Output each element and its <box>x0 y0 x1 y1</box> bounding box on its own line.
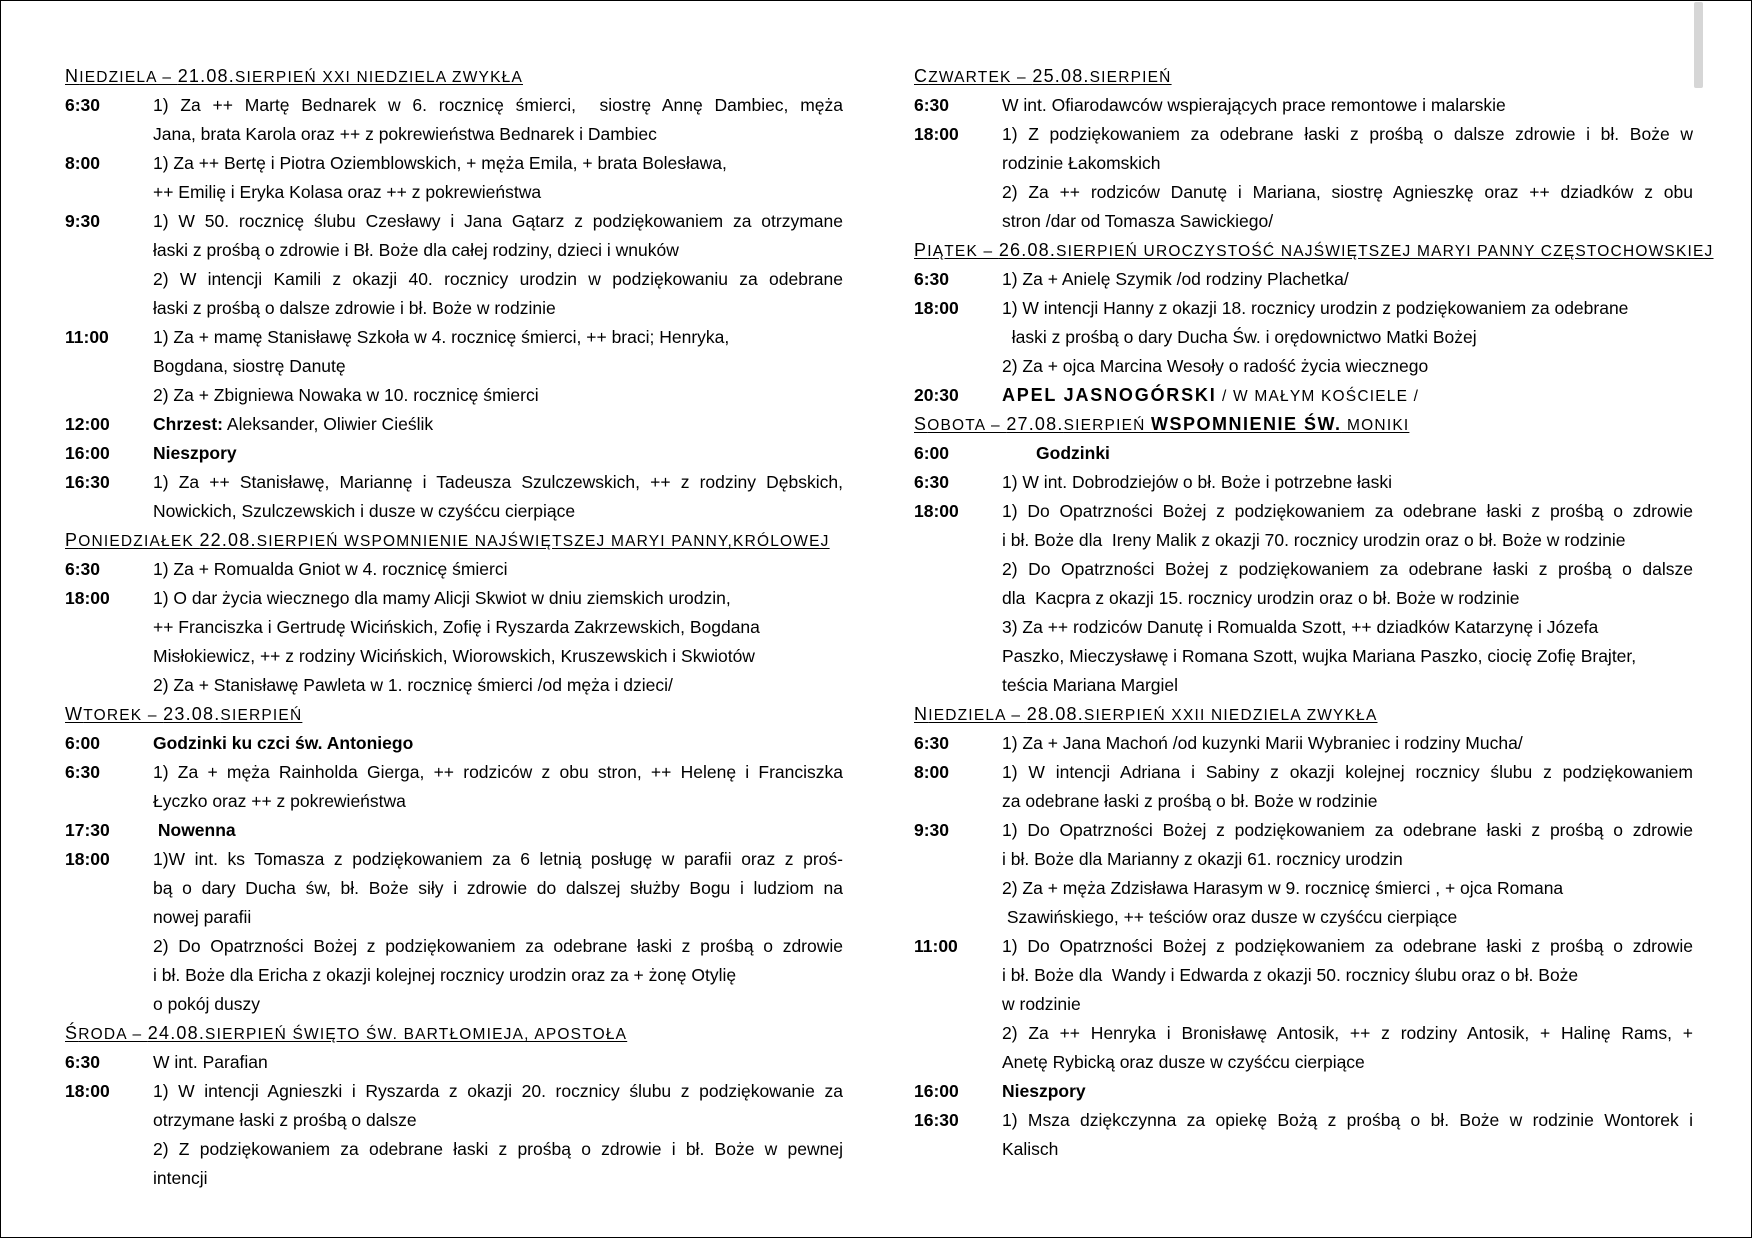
intention-line <box>1002 352 1693 381</box>
intention-line <box>153 207 843 236</box>
intention-line <box>1002 265 1693 294</box>
intention-text: stron /dar od Tomasza Sawickiego/ <box>1002 211 1274 231</box>
intention-text: 1) W int. Dobrodziejów o bł. Boże i potrzebne łaski <box>1002 472 1393 492</box>
intention-text: 1) Za ++ Bertę i Piotra Oziemblowskich, + męża Emila, + brata Bolesława, <box>153 153 727 173</box>
intention-line <box>1002 526 1693 555</box>
mass-entry <box>914 816 1693 932</box>
mass-time: 6:30 <box>65 559 101 579</box>
day-header-part: SIERPIEŃ UROCZYSTOŚĆ NAJŚWIĘTSZEJ MARYI PANNY CZĘSTOCHOWSKIEJ <box>1056 243 1714 260</box>
mass-entry <box>65 816 843 845</box>
mass-intentions <box>153 1048 843 1077</box>
mass-entry <box>914 120 1693 236</box>
day-header-part: SIERPIEŃ XXII NIEDZIELA ZWYKŁA <box>1083 707 1378 724</box>
day-header-part: 22.08. <box>199 530 257 550</box>
intention-text: 2) Za ++ Henryka i Bronisławę Antosik, ++ z rodziny Antosik, + Halinę Rams, + <box>1002 1023 1693 1043</box>
intention-text: 3) Za ++ rodziców Danutę i Romualda Szott, ++ dziadków Katarzynę i Józefa <box>1002 617 1599 637</box>
day-header-part: W <box>65 704 84 724</box>
intention-text: Kalisch <box>1002 1139 1059 1159</box>
day-header-part: SIERPIEŃ WSPOMNIENIE NAJŚWIĘTSZEJ MARYI PANNY,KRÓLOWEJ <box>256 533 830 550</box>
mass-entry <box>65 468 843 526</box>
intention-line <box>1002 787 1693 816</box>
day-header-part: SIERPIEŃ <box>220 707 303 724</box>
mass-intentions <box>1002 468 1693 497</box>
intention-label: Godzinki ku czci św. Antoniego <box>153 733 414 753</box>
mass-entry <box>914 1106 1693 1164</box>
mass-entry <box>65 1048 843 1077</box>
mass-intentions <box>153 584 843 700</box>
intention-text: 1) W 50. rocznicę ślubu Czesławy i Jana Gątarz z podziękowaniem za otrzymane <box>153 211 843 231</box>
day-header-part: P <box>65 530 79 550</box>
intention-line <box>153 410 843 439</box>
day-header-part: IEDZIELA – <box>79 69 178 86</box>
mass-entry <box>914 294 1693 381</box>
intention-text: 1) Do Opatrzności Bożej z podziękowaniem za odebrane łaski z prośbą o zdrowie <box>1002 936 1693 956</box>
intention-line <box>1002 990 1693 1019</box>
mass-entry <box>65 845 843 1019</box>
day-header-part: 26.08. <box>998 240 1057 260</box>
mass-time: 18:00 <box>914 298 959 318</box>
mass-entry <box>914 1077 1693 1106</box>
mass-intentions <box>153 323 843 410</box>
apel-title: APEL JASNOGÓRSKI <box>1002 385 1217 405</box>
intention-line <box>1002 816 1693 845</box>
mass-intentions <box>153 555 843 584</box>
intention-line <box>1002 91 1693 120</box>
intention-text: Łyczko oraz ++ z pokrewieństwa <box>153 791 406 811</box>
intention-line <box>1002 1048 1693 1077</box>
mass-time: 9:30 <box>65 211 101 231</box>
intention-text: nowej parafii <box>153 907 252 927</box>
mass-entry <box>914 91 1693 120</box>
intention-line <box>153 1106 843 1135</box>
intention-text: rodzinie Łakomskich <box>1002 153 1161 173</box>
intention-line <box>153 787 843 816</box>
intention-line <box>1002 207 1693 236</box>
day-header <box>914 236 1714 265</box>
intention-line <box>1002 468 1693 497</box>
mass-intentions <box>153 758 843 816</box>
intention-text: W int. Parafian <box>153 1052 268 1072</box>
intention-line <box>1002 439 1693 468</box>
intention-text: 1) Za + Anielę Szymik /od rodziny Plachetka/ <box>1002 269 1349 289</box>
intention-text: Paszko, Mieczysławę i Romana Szott, wujka Mariana Paszko, ciocię Zofię Brajter, <box>1002 646 1637 666</box>
mass-entry <box>65 1077 843 1193</box>
intention-text: 1) Za ++ Martę Bednarek w 6. rocznicę śmierci, siostrę Annę Dambiec, męża <box>153 95 843 115</box>
intention-line <box>153 381 843 410</box>
mass-time: 6:30 <box>914 269 950 289</box>
mass-time: 17:30 <box>65 820 110 840</box>
day-header-part: IEDZIELA – <box>928 707 1027 724</box>
intention-text: 2) W intencji Kamili z okazji 40. rocznicy urodzin w podziękowaniu za odebrane <box>153 269 843 289</box>
day-header <box>65 62 843 91</box>
intention-line <box>153 1164 843 1193</box>
intention-line <box>1002 120 1693 149</box>
intention-text: dla Kacpra z okazji 15. rocznicy urodzin oraz o bł. Boże w rodzinie <box>1002 588 1520 608</box>
intention-text: w rodzinie <box>1002 994 1081 1014</box>
intention-line <box>1002 874 1693 903</box>
intention-line <box>153 642 843 671</box>
intention-text: 2) Za + Zbigniewa Nowaka w 10. rocznicę śmierci <box>153 385 539 405</box>
mass-entry <box>65 758 843 816</box>
intention-text: bą o dary Ducha św, bł. Boże siły i zdrowie do dalszej służby Bogu i ludziom na <box>153 878 843 898</box>
intention-line <box>153 903 843 932</box>
intention-line <box>153 961 843 990</box>
mass-time: 16:00 <box>914 1081 959 1101</box>
mass-entry <box>65 323 843 410</box>
mass-time: 18:00 <box>65 849 110 869</box>
intention-text: teścia Mariana Margiel <box>1002 675 1179 695</box>
intention-line <box>153 497 843 526</box>
mass-entry <box>914 439 1693 468</box>
intention-text: łaski z prośbą o dalsze zdrowie i bł. Boże w rodzinie <box>153 298 556 318</box>
intention-line <box>1002 932 1693 961</box>
intention-line <box>153 932 843 961</box>
intention-line <box>153 671 843 700</box>
mass-intentions <box>1002 265 1693 294</box>
mass-intentions <box>153 149 843 207</box>
day-header <box>65 1019 843 1048</box>
intention-text: 1) Do Opatrzności Bożej z podziękowaniem za odebrane łaski z prośbą o zdrowie <box>1002 820 1693 840</box>
intention-text: łaski z prośbą o zdrowie i Bł. Boże dla całej rodziny, dzieci i wnuków <box>153 240 679 260</box>
intention-text: otrzymane łaski z prośbą o dalsze <box>153 1110 417 1130</box>
mass-entry <box>914 758 1693 816</box>
intention-text: 1) Za + mamę Stanisławę Szkoła w 4. rocznicę śmierci, ++ braci; Henryka, <box>153 327 730 347</box>
intention-line <box>1002 555 1693 584</box>
intention-line <box>1002 758 1693 787</box>
intention-text: o pokój duszy <box>153 994 261 1014</box>
intention-text: 2) Za + męża Zdzisława Harasym w 9. rocznicę śmierci , + ojca Romana <box>1002 878 1564 898</box>
intention-line <box>1002 671 1693 700</box>
intention-text: Jana, brata Karola oraz ++ z pokrewieństwa Bednarek i Dambiec <box>153 124 657 144</box>
mass-time: 6:00 <box>914 443 950 463</box>
day-header-part: 25.08. <box>1032 66 1090 86</box>
day-header-part: WSPOMNIENIE ŚW. <box>1151 414 1342 434</box>
mass-intentions <box>153 729 843 758</box>
intention-line <box>1002 497 1693 526</box>
day-header-part: 27.08. <box>1006 414 1064 434</box>
intention-line <box>153 1077 843 1106</box>
mass-intentions <box>1002 758 1693 816</box>
intention-text: 2) Do Opatrzności Bożej z podziękowaniem za odebrane łaski z prośbą o dalsze <box>1002 559 1693 579</box>
day-header <box>65 526 843 555</box>
intention-line <box>153 149 843 178</box>
intention-line <box>1002 178 1693 207</box>
mass-time: 6:30 <box>914 733 950 753</box>
intention-text: 1) W intencji Agnieszki i Ryszarda z okazji 20. rocznicy ślubu z podziękowanie za <box>153 1081 843 1101</box>
mass-entry <box>65 207 843 323</box>
mass-entry <box>65 584 843 700</box>
intention-text: 1) Do Opatrzności Bożej z podziękowaniem za odebrane łaski z prośbą o zdrowie <box>1002 501 1693 521</box>
intention-line <box>1002 903 1693 932</box>
intention-text: intencji <box>153 1168 208 1188</box>
mass-time: 18:00 <box>65 1081 110 1101</box>
day-header-part: 24.08. <box>147 1023 206 1043</box>
mass-intentions <box>1002 439 1693 468</box>
intention-line <box>153 352 843 381</box>
day-header-part: N <box>65 66 80 86</box>
mass-entry <box>914 932 1693 1077</box>
mass-intentions <box>1002 1077 1693 1106</box>
mass-time: 6:30 <box>65 95 101 115</box>
day-header-part: TOREK – <box>83 707 164 724</box>
intention-line <box>153 555 843 584</box>
day-header <box>914 62 1693 91</box>
apel-line <box>1002 381 1693 410</box>
mass-entry <box>65 729 843 758</box>
intention-line <box>153 1135 843 1164</box>
intention-line <box>153 91 843 120</box>
intention-text: 1) Za + męża Rainholda Gierga, ++ rodziców z obu stron, ++ Helenę i Franciszka <box>153 762 843 782</box>
mass-intentions <box>153 91 843 149</box>
mass-intentions <box>1002 729 1693 758</box>
intention-text: ++ Franciszka i Gertrudę Wicińskich, Zofię i Ryszarda Zakrzewskich, Bogdana <box>153 617 760 637</box>
day-header-part: ONIEDZIAŁEK <box>78 533 200 550</box>
intention-text: Anetę Rybicką oraz dusze w czyśćcu cierpiące <box>1002 1052 1365 1072</box>
mass-intentions <box>1002 1106 1693 1164</box>
mass-intentions <box>153 439 843 468</box>
intention-text: 1) W intencji Adriana i Sabiny z okazji kolejnej rocznicy ślubu z podziękowaniem <box>1002 762 1693 782</box>
mass-intentions <box>1002 294 1693 381</box>
intention-line <box>1002 584 1693 613</box>
intention-text: i bł. Boże dla Ericha z okazji kolejnej rocznicy urodzin oraz za + żonę Otylię <box>153 965 737 985</box>
intention-text: za odebrane łaski z prośbą o bł. Boże w rodzinie <box>1002 791 1378 811</box>
day-header-part: SIERPIEŃ ŚWIĘTO ŚW. BARTŁOMIEJA, APOSTOŁA <box>205 1026 628 1043</box>
day-header-part: OBOTA – <box>927 417 1007 434</box>
mass-entry <box>914 497 1693 700</box>
intention-line <box>1002 323 1693 352</box>
day-header <box>65 700 843 729</box>
intention-text: i bł. Boże dla Marianny z okazji 61. rocznicy urodzin <box>1002 849 1403 869</box>
mass-intentions <box>153 410 843 439</box>
intention-line <box>153 323 843 352</box>
intention-text: i bł. Boże dla Wandy i Edwarda z okazji 50. rocznicy ślubu oraz o bł. Boże <box>1002 965 1579 985</box>
mass-time: 18:00 <box>914 501 959 521</box>
intention-line <box>1002 845 1693 874</box>
mass-intentions <box>153 845 843 1019</box>
mass-time: 6:30 <box>65 762 101 782</box>
intention-line <box>1002 1106 1693 1135</box>
intention-line <box>153 439 843 468</box>
intention-text: łaski z prośbą o dary Ducha Św. i orędownictwo Matki Bożej <box>1002 327 1477 347</box>
mass-time: 9:30 <box>914 820 950 840</box>
day-header-part: N <box>914 704 929 724</box>
intention-line <box>1002 149 1693 178</box>
left-column <box>65 62 843 1193</box>
intention-text: Misłokiewicz, ++ z rodziny Wicińskich, Wiorowskich, Kruszewskich i Skwiotów <box>153 646 755 666</box>
intention-text: 1) Msza dziękczynna za opiekę Bożą z prośbą o bł. Boże w rodzinie Wontorek i <box>1002 1110 1693 1130</box>
intention-text: 1) Z podziękowaniem za odebrane łaski z prośbą o dalsze zdrowie i bł. Boże w <box>1002 124 1693 144</box>
mass-time: 16:30 <box>65 472 110 492</box>
mass-intentions <box>1002 91 1693 120</box>
mass-intentions <box>153 468 843 526</box>
intention-line <box>153 613 843 642</box>
mass-time: 6:00 <box>65 733 101 753</box>
intention-text: 1)W int. ks Tomasza z podziękowaniem za 6 letnią posługę w parafii oraz z proś- <box>153 849 843 869</box>
intention-text: 1) W intencji Hanny z okazji 18. rocznicy urodzin z podziękowaniem za odebrane <box>1002 298 1629 318</box>
intention-line <box>1002 729 1693 758</box>
intention-text: 2) Za + Stanisławę Pawleta w 1. rocznicę śmierci /od męża i dzieci/ <box>153 675 673 695</box>
day-header-part: SIERPIEŃ <box>1063 417 1152 434</box>
intention-line <box>1002 961 1693 990</box>
intention-line <box>1002 1135 1693 1164</box>
day-header-part: SIERPIEŃ <box>1089 69 1172 86</box>
intention-text: Aleksander, Oliwier Cieślik <box>223 414 434 434</box>
right-column <box>914 62 1714 1164</box>
intention-line <box>153 990 843 1019</box>
mass-time: 16:00 <box>65 443 110 463</box>
mass-time: 16:30 <box>914 1110 959 1130</box>
day-header-part: MONIKI <box>1341 417 1410 434</box>
mass-entry <box>914 265 1693 294</box>
intention-line <box>1002 1077 1693 1106</box>
intention-line <box>153 468 843 497</box>
intention-text: 1) Za + Jana Machoń /od kuzynki Marii Wybraniec i rodziny Mucha/ <box>1002 733 1523 753</box>
mass-time: 11:00 <box>914 936 958 956</box>
intention-text: 2) Z podziękowaniem za odebrane łaski z prośbą o zdrowie i bł. Boże w pewnej <box>153 1139 843 1159</box>
mass-time: 6:30 <box>914 472 950 492</box>
mass-intentions <box>1002 120 1693 236</box>
intention-text: Szawińskiego, ++ teściów oraz dusze w czyśćcu cierpiące <box>1002 907 1458 927</box>
mass-entry <box>65 149 843 207</box>
mass-intentions <box>1002 497 1693 700</box>
mass-time: 8:00 <box>65 153 101 173</box>
day-header-part: SIERPIEŃ XXI NIEDZIELA ZWYKŁA <box>234 69 523 86</box>
mass-time: 18:00 <box>914 124 959 144</box>
mass-intentions <box>153 1077 843 1193</box>
day-header <box>914 700 1693 729</box>
intention-text: 1) Za ++ Stanisławę, Mariannę i Tadeusza Szulczewskich, ++ z rodziny Dębskich, <box>153 472 843 492</box>
mass-entry <box>914 468 1693 497</box>
intention-line <box>1002 294 1693 323</box>
intention-line <box>153 584 843 613</box>
mass-entry <box>65 555 843 584</box>
intention-text: W int. Ofiarodawców wspierających prace remontowe i malarskie <box>1002 95 1506 115</box>
mass-intentions <box>1002 932 1693 1077</box>
intention-text: 1) Za + Romualda Gniot w 4. rocznicę śmierci <box>153 559 508 579</box>
intention-text: 1) O dar życia wiecznego dla mamy Alicji Skwiot w dniu ziemskich urodzin, <box>153 588 731 608</box>
intention-line <box>153 265 843 294</box>
day-header-part: S <box>914 414 928 434</box>
intention-label: Nieszpory <box>1002 1081 1086 1101</box>
day-header-part: C <box>914 66 929 86</box>
intention-text: Bogdana, siostrę Danutę <box>153 356 346 376</box>
intention-line <box>153 236 843 265</box>
day-header-part: 21.08. <box>177 66 235 86</box>
mass-entry <box>65 439 843 468</box>
intention-text: 2) Za ++ rodziców Danutę i Mariana, siostrę Agnieszkę oraz ++ dziadków z obu <box>1002 182 1693 202</box>
intention-text: Nowickich, Szulczewskich i dusze w czyśćcu cierpiące <box>153 501 576 521</box>
intention-line <box>153 1048 843 1077</box>
mass-entry <box>65 91 843 149</box>
intention-line <box>153 758 843 787</box>
mass-time: 20:30 <box>914 385 959 405</box>
apel-note: / W MAŁYM KOŚCIELE / <box>1216 388 1420 405</box>
intention-line <box>153 729 843 758</box>
day-header-part: Ś <box>65 1023 79 1043</box>
intention-line <box>153 816 843 845</box>
apel-text <box>1002 381 1693 410</box>
day-header-part: RODA – <box>78 1026 148 1043</box>
day-header <box>914 410 1693 439</box>
mass-entry <box>65 410 843 439</box>
intention-label: Nowenna <box>153 820 236 840</box>
intention-line <box>1002 1019 1693 1048</box>
day-header-part: 28.08. <box>1026 704 1084 724</box>
intention-line <box>153 845 843 874</box>
mass-intentions <box>1002 816 1693 932</box>
intention-label: Nieszpory <box>153 443 237 463</box>
mass-entry <box>914 729 1693 758</box>
intention-text: i bł. Boże dla Ireny Malik z okazji 70. rocznicy urodzin oraz o bł. Boże w rodzinie <box>1002 530 1626 550</box>
mass-time: 11:00 <box>65 327 109 347</box>
day-header-part: P <box>914 240 928 260</box>
intention-text: 2) Za + ojca Marcina Wesoły o radość życia wiecznego <box>1002 356 1429 376</box>
scrollbar-thumb[interactable] <box>1694 2 1703 88</box>
mass-time: 8:00 <box>914 762 950 782</box>
mass-time: 12:00 <box>65 414 110 434</box>
apel-row <box>914 381 1693 410</box>
intention-line <box>153 294 843 323</box>
intention-text: ++ Emilię i Eryka Kolasa oraz ++ z pokrewieństwa <box>153 182 542 202</box>
intention-line <box>153 874 843 903</box>
intention-line <box>153 178 843 207</box>
mass-time: 6:30 <box>914 95 950 115</box>
intention-line <box>1002 642 1693 671</box>
mass-time: 6:30 <box>65 1052 101 1072</box>
day-header-part: IĄTEK – <box>927 243 999 260</box>
intention-line <box>153 120 843 149</box>
intention-line <box>1002 613 1693 642</box>
intention-label: Godzinki <box>1002 443 1110 463</box>
intention-text: 2) Do Opatrzności Bożej z podziękowaniem za odebrane łaski z prośbą o zdrowie <box>153 936 843 956</box>
mass-intentions <box>153 207 843 323</box>
day-header-part: 23.08. <box>163 704 221 724</box>
day-header-part: ZWARTEK – <box>928 69 1033 86</box>
mass-intentions <box>153 816 843 845</box>
intention-label: Chrzest: <box>153 414 224 434</box>
mass-time: 18:00 <box>65 588 110 608</box>
